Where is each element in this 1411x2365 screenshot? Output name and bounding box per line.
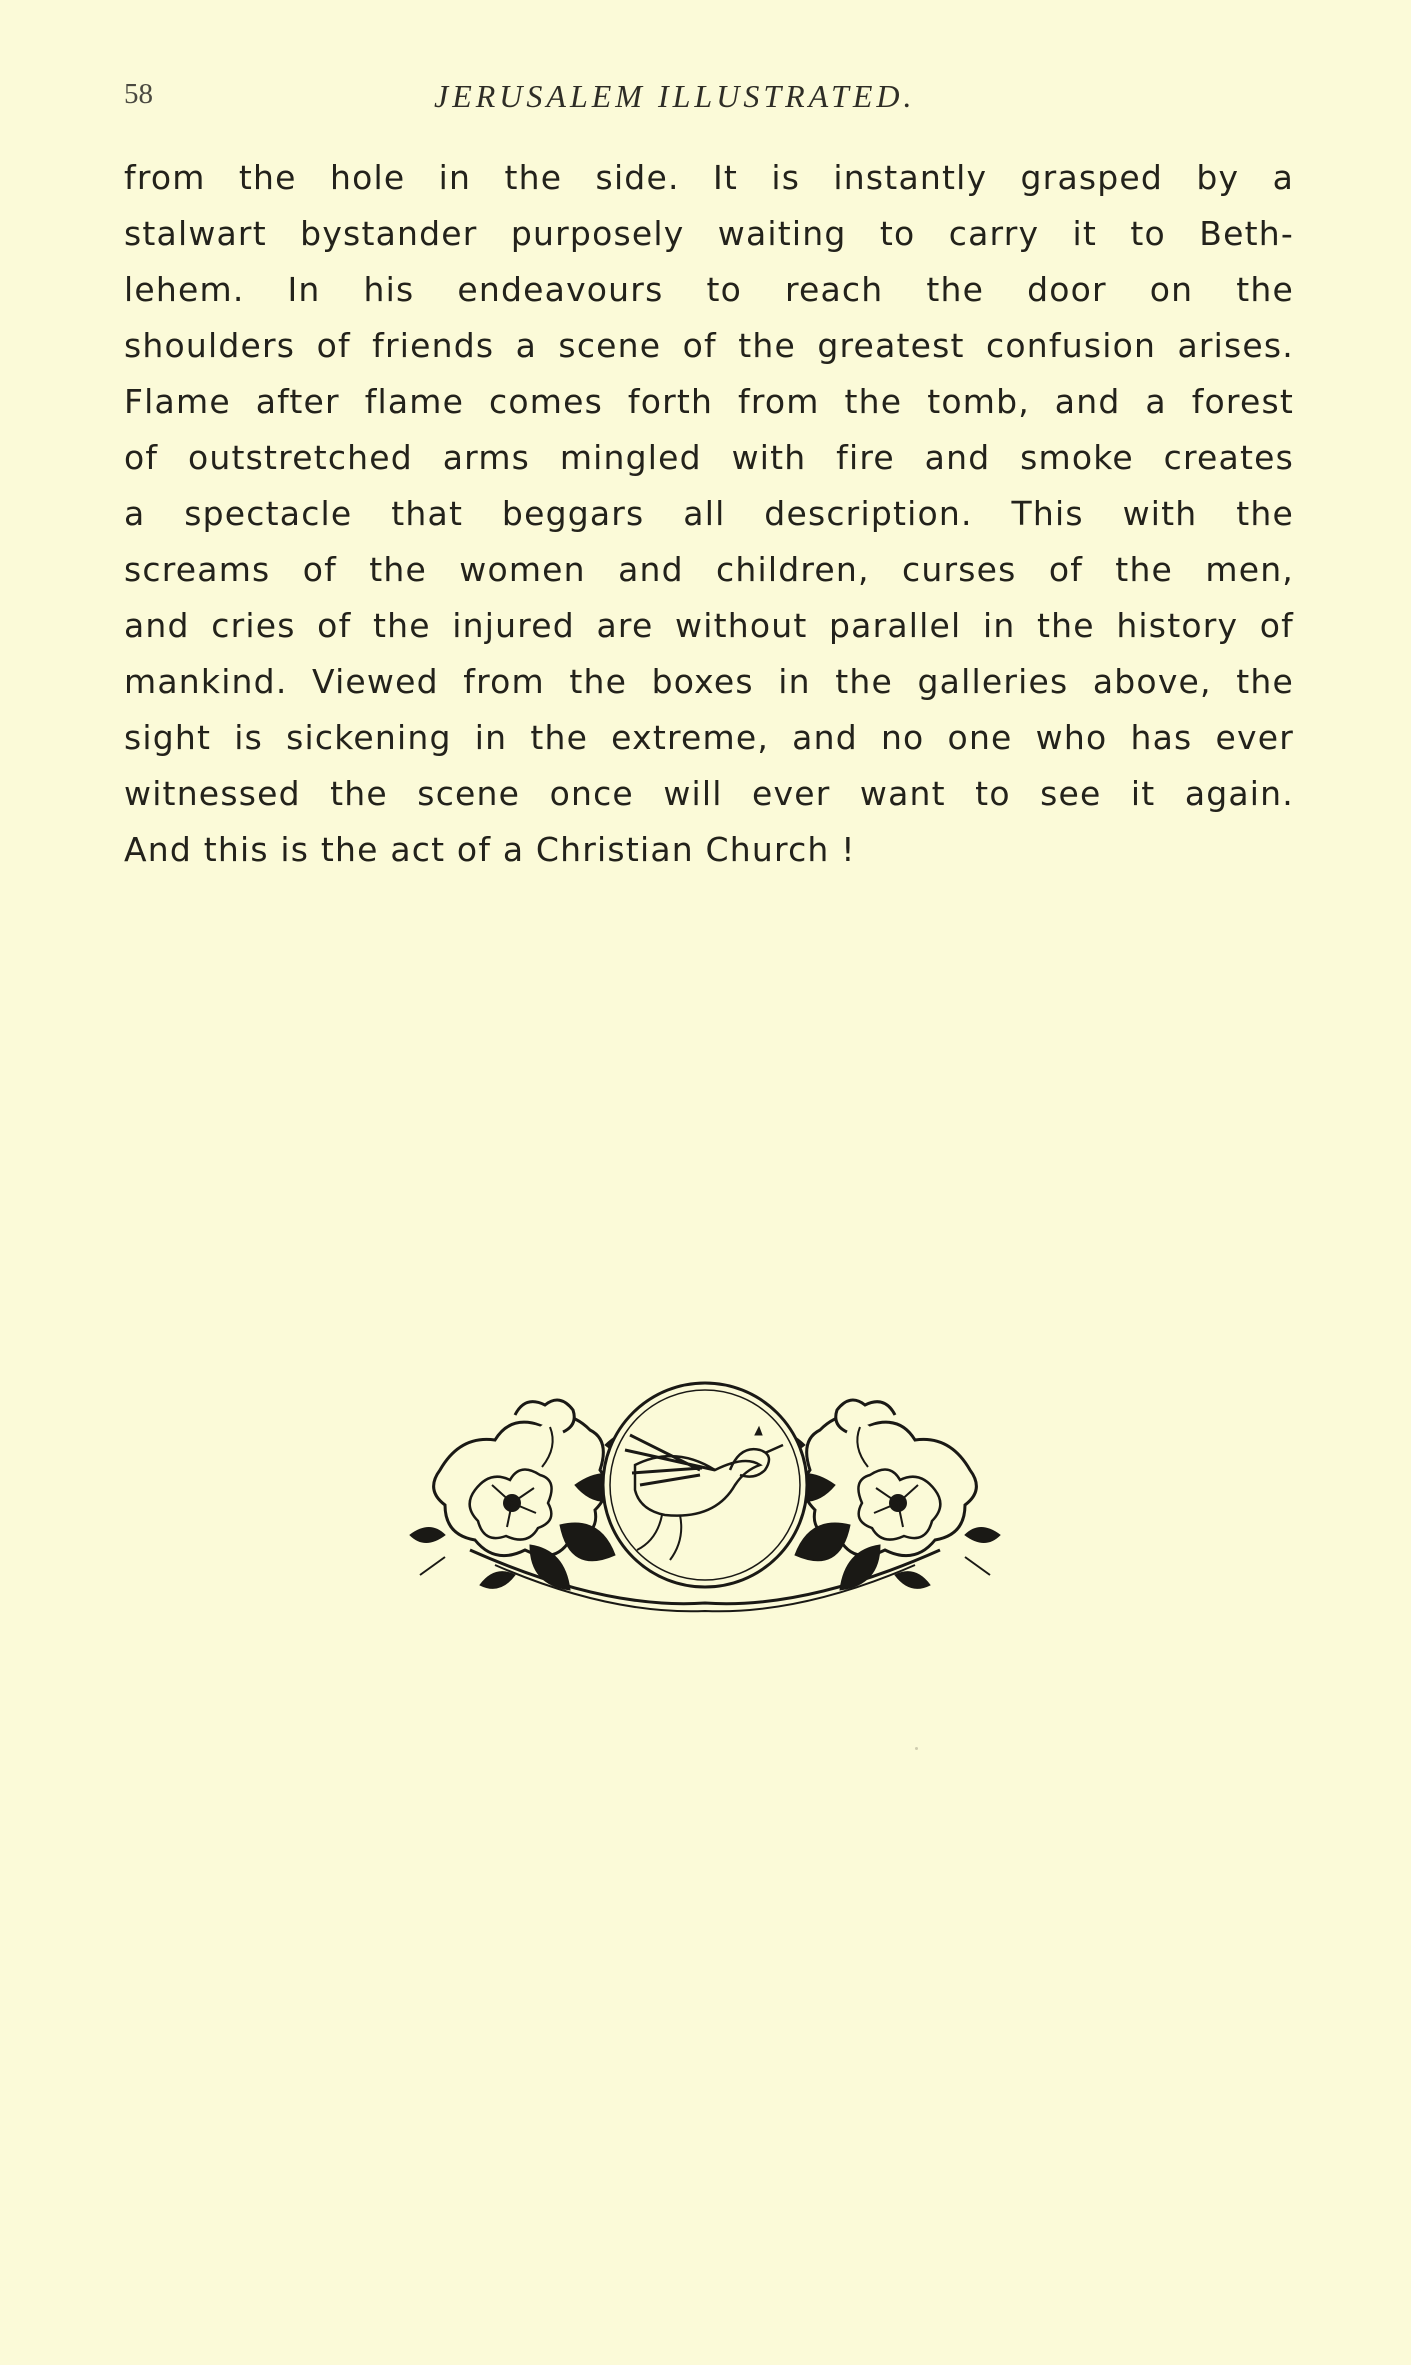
text-line: and cries of the injured are without parallel in the history of: [124, 606, 1294, 645]
text-line: mankind. Viewed from the boxes in the galleries above, the: [124, 662, 1294, 701]
running-title: JERUSALEM ILLUSTRATED.: [434, 78, 916, 114]
text-line: witnessed the scene once will ever want to see it again.: [124, 774, 1294, 813]
crane-medallion: [603, 1383, 807, 1587]
text-line: sight is sickening in the extreme, and no one who has ever: [124, 718, 1294, 757]
text-line: And this is the act of a Christian Church !: [124, 830, 856, 869]
paper-speck: [915, 1747, 918, 1750]
text-line: of outstretched arms mingled with fire and smoke creates: [124, 438, 1294, 477]
running-head: [122, 78, 1292, 118]
text-line: Flame after flame comes forth from the tomb, and a forest: [124, 382, 1294, 421]
text-line: lehem. In his endeavours to reach the door on the: [124, 270, 1294, 309]
tailpiece-ornament-icon: [400, 1375, 1010, 1615]
text-line: shoulders of friends a scene of the greatest confusion arises.: [124, 326, 1294, 365]
text-line: a spectacle that beggars all description. This with the: [124, 494, 1294, 533]
text-line: from the hole in the side. It is instantly grasped by a: [124, 158, 1294, 197]
body-paragraph: [124, 150, 1294, 878]
text-line: stalwart bystander purposely waiting to carry it to Beth-: [124, 214, 1294, 253]
page-number: 58: [124, 78, 153, 110]
text-line: screams of the women and children, curses of the men,: [124, 550, 1294, 589]
